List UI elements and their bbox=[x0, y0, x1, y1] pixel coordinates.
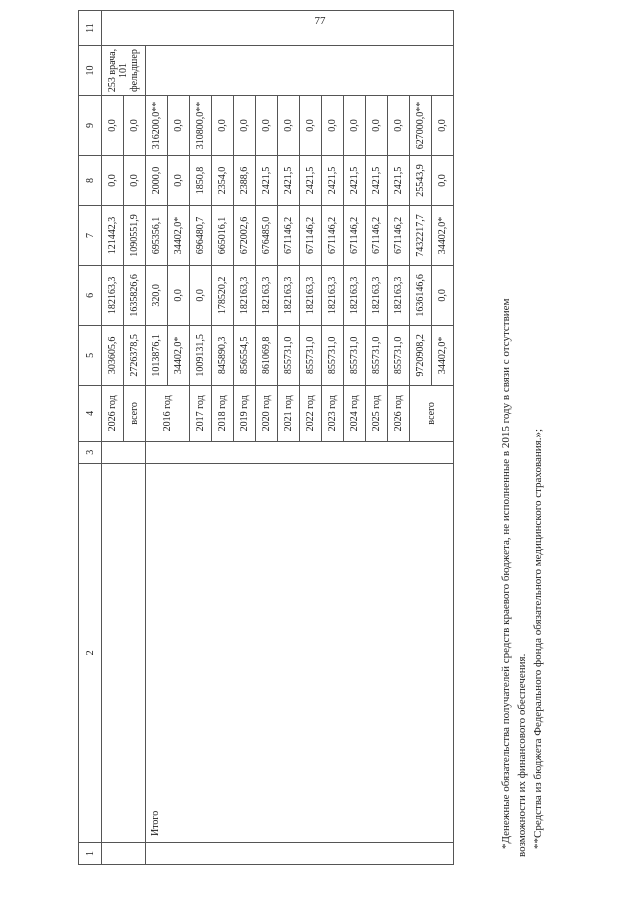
federal-cell: 182163,3 bbox=[102, 265, 124, 325]
total-cell: 855731,0 bbox=[300, 325, 322, 385]
other-cell: 0,0 bbox=[234, 96, 256, 156]
municipal-cell: 2421,5 bbox=[278, 155, 300, 205]
year-cell: 2026 год bbox=[388, 385, 410, 441]
header-cell-6: 6 bbox=[79, 265, 102, 325]
year-cell: 2019 год bbox=[234, 385, 256, 441]
other-cell: 0,0 bbox=[432, 96, 454, 156]
table-row bbox=[102, 11, 124, 865]
total-cell: 9720908,2 bbox=[410, 325, 432, 385]
regional-cell: 671146,2 bbox=[388, 205, 410, 265]
header-cell-3: 3 bbox=[79, 441, 102, 463]
other-cell: 0,0 bbox=[124, 96, 146, 156]
header-cell-5: 5 bbox=[79, 325, 102, 385]
regional-cell: 665016,1 bbox=[212, 205, 234, 265]
regional-cell: 676485,0 bbox=[256, 205, 278, 265]
federal-cell: 182163,3 bbox=[256, 265, 278, 325]
total-cell: 855731,0 bbox=[322, 325, 344, 385]
year-cell: всего bbox=[410, 385, 454, 441]
regional-cell: 1090551,9 bbox=[124, 205, 146, 265]
total-cell: 855731,0 bbox=[366, 325, 388, 385]
municipal-cell: 2421,5 bbox=[300, 155, 322, 205]
regional-cell: 121442,3 bbox=[102, 205, 124, 265]
federal-cell: 182163,3 bbox=[278, 265, 300, 325]
municipal-cell: 2388,6 bbox=[234, 155, 256, 205]
regional-cell: 695356,1 bbox=[146, 205, 168, 265]
cell-col2 bbox=[102, 463, 146, 842]
header-row bbox=[79, 11, 102, 865]
header-cell-7: 7 bbox=[79, 205, 102, 265]
total-cell: 855731,0 bbox=[388, 325, 410, 385]
total-cell: 855731,0 bbox=[344, 325, 366, 385]
other-cell: 0,0 bbox=[322, 96, 344, 156]
regional-cell: 696480,7 bbox=[190, 205, 212, 265]
municipal-cell: 2421,5 bbox=[366, 155, 388, 205]
federal-cell: 178520,2 bbox=[212, 265, 234, 325]
federal-cell: 182163,3 bbox=[322, 265, 344, 325]
regional-cell: 672002,6 bbox=[234, 205, 256, 265]
regional-cell: 671146,2 bbox=[322, 205, 344, 265]
federal-cell: 182163,3 bbox=[388, 265, 410, 325]
total-cell: 34402,0* bbox=[432, 325, 454, 385]
municipal-cell: 25543,9 bbox=[410, 155, 432, 205]
footnote-1-line-1: *Денежные обязательства получателей средств краевого бюджета, не исполненные в 2015 году в связи с отсутствием bbox=[500, 298, 512, 849]
year-cell: всего bbox=[124, 385, 146, 441]
other-cell: 0,0 bbox=[344, 96, 366, 156]
federal-cell: 0,0 bbox=[168, 265, 190, 325]
other-cell: 0,0 bbox=[256, 96, 278, 156]
footnotes bbox=[498, 17, 546, 857]
municipal-cell: 2421,5 bbox=[344, 155, 366, 205]
table-row bbox=[146, 11, 168, 865]
regional-cell: 34402,0* bbox=[168, 205, 190, 265]
regional-cell: 671146,2 bbox=[278, 205, 300, 265]
federal-cell: 0,0 bbox=[190, 265, 212, 325]
federal-cell: 182163,3 bbox=[344, 265, 366, 325]
other-cell: 0,0 bbox=[168, 96, 190, 156]
year-cell: 2018 год bbox=[212, 385, 234, 441]
total-cell: 856554,5 bbox=[234, 325, 256, 385]
regional-cell: 34402,0* bbox=[432, 205, 454, 265]
cell-col10 bbox=[146, 46, 454, 96]
other-cell: 0,0 bbox=[366, 96, 388, 156]
municipal-cell: 0,0 bbox=[124, 155, 146, 205]
other-cell: 627000,0** bbox=[410, 96, 432, 156]
indicator-cell: 253 врача, 101 фельдшер bbox=[102, 46, 146, 96]
federal-cell: 1636146,6 bbox=[410, 265, 432, 325]
footnote-2: **Средства из бюджета Федерального фонда обязательного медицинского страхования.»; bbox=[532, 428, 544, 849]
year-cell: 2017 год bbox=[190, 385, 212, 441]
regional-cell: 671146,2 bbox=[366, 205, 388, 265]
municipal-cell: 0,0 bbox=[432, 155, 454, 205]
municipal-cell: 1850,8 bbox=[190, 155, 212, 205]
regional-cell: 671146,2 bbox=[300, 205, 322, 265]
federal-cell: 182163,3 bbox=[300, 265, 322, 325]
other-cell: 0,0 bbox=[102, 96, 124, 156]
header-cell-1: 1 bbox=[79, 843, 102, 865]
year-cell: 2023 год bbox=[322, 385, 344, 441]
year-cell: 2026 год bbox=[102, 385, 124, 441]
federal-cell: 320,0 bbox=[146, 265, 168, 325]
header-cell-11: 11 bbox=[79, 11, 102, 46]
header-cell-8: 8 bbox=[79, 155, 102, 205]
municipal-cell: 0,0 bbox=[168, 155, 190, 205]
year-cell: 2021 год bbox=[278, 385, 300, 441]
regional-cell: 671146,2 bbox=[344, 205, 366, 265]
federal-cell: 182163,3 bbox=[234, 265, 256, 325]
total-cell: 855731,0 bbox=[278, 325, 300, 385]
other-cell: 310800,0** bbox=[190, 96, 212, 156]
total-cell: 1013876,1 bbox=[146, 325, 168, 385]
header-cell-4: 4 bbox=[79, 385, 102, 441]
other-cell: 0,0 bbox=[212, 96, 234, 156]
year-cell: 2024 год bbox=[344, 385, 366, 441]
itogo-label: Итого bbox=[146, 463, 454, 842]
municipal-cell: 2421,5 bbox=[322, 155, 344, 205]
footnote-1-line-2: возможности их финансового обеспечения. bbox=[516, 653, 528, 857]
header-cell-10: 10 bbox=[79, 46, 102, 96]
cell-col1 bbox=[146, 843, 454, 865]
other-cell: 0,0 bbox=[300, 96, 322, 156]
total-cell: 1009131,5 bbox=[190, 325, 212, 385]
header-cell-9: 9 bbox=[79, 96, 102, 156]
cell-col11 bbox=[102, 11, 454, 46]
total-cell: 861069,8 bbox=[256, 325, 278, 385]
municipal-cell: 2421,5 bbox=[256, 155, 278, 205]
total-cell: 845890,3 bbox=[212, 325, 234, 385]
cell-col3 bbox=[146, 441, 454, 463]
total-cell: 2726378,5 bbox=[124, 325, 146, 385]
header-cell-2: 2 bbox=[79, 463, 102, 842]
other-cell: 316200,0** bbox=[146, 96, 168, 156]
federal-cell: 182163,3 bbox=[366, 265, 388, 325]
municipal-cell: 2354,0 bbox=[212, 155, 234, 205]
total-cell: 34402,0* bbox=[168, 325, 190, 385]
other-cell: 0,0 bbox=[388, 96, 410, 156]
regional-cell: 7432217,7 bbox=[410, 205, 432, 265]
budget-table bbox=[78, 10, 454, 865]
federal-cell: 0,0 bbox=[432, 265, 454, 325]
other-cell: 0,0 bbox=[278, 96, 300, 156]
cell-col3 bbox=[102, 441, 146, 463]
page-number: 77 bbox=[314, 15, 326, 27]
municipal-cell: 2421,5 bbox=[388, 155, 410, 205]
municipal-cell: 0,0 bbox=[102, 155, 124, 205]
year-cell: 2020 год bbox=[256, 385, 278, 441]
cell-col1 bbox=[102, 843, 146, 865]
year-cell: 2022 год bbox=[300, 385, 322, 441]
municipal-cell: 2000,0 bbox=[146, 155, 168, 205]
year-cell: 2016 год bbox=[146, 385, 190, 441]
rotated-page-content bbox=[78, 10, 598, 865]
year-cell: 2025 год bbox=[366, 385, 388, 441]
federal-cell: 1635826,6 bbox=[124, 265, 146, 325]
total-cell: 303605,6 bbox=[102, 325, 124, 385]
